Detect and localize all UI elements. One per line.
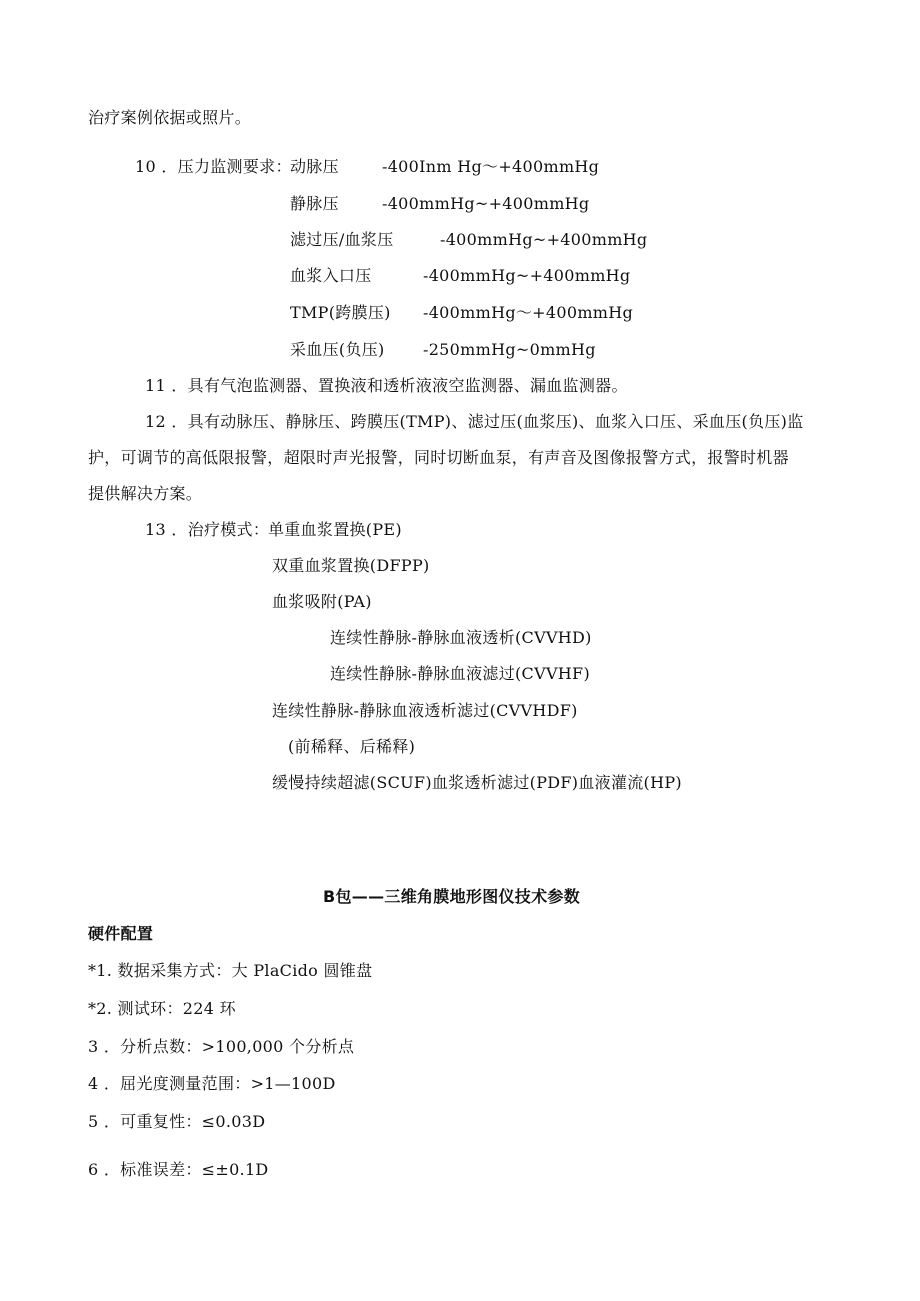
mode-cvvhd: 连续性静脉-静脉血液透析(CVVHD) — [330, 628, 592, 647]
hardware-config-heading: 硬件配置 — [88, 924, 154, 943]
section-b-title: B包——三维角膜地形图仪技术参数 — [323, 887, 580, 906]
item-13-lead: 13 ．治疗模式： — [145, 520, 270, 539]
pressure-range-arterial: -400Inm Hg～+400mmHg — [382, 157, 600, 176]
mode-pe: 单重血浆置换(PE) — [268, 520, 402, 539]
mode-dfpp: 双重血浆置换(DFPP) — [272, 556, 430, 575]
item-12-line-3: 提供解决方案。 — [88, 484, 203, 503]
pressure-range-plasma-inlet: -400mmHg~+400mmHg — [423, 266, 631, 285]
spec-item-4: 4 ．屈光度测量范围：>1—100D — [88, 1074, 336, 1093]
mode-cvvhdf: 连续性静脉-静脉血液透析滤过(CVVHDF) — [272, 701, 578, 720]
spec-item-2: *2. 测试环：224 环 — [88, 999, 236, 1018]
continuation-text: 治疗案例依据或照片。 — [88, 108, 252, 127]
mode-pa: 血浆吸附(PA) — [272, 592, 372, 611]
pressure-range-draw: -250mmHg~0mmHg — [423, 340, 596, 359]
spec-item-3: 3 ．分析点数：>100,000 个分析点 — [88, 1037, 355, 1056]
mode-dilution-note: (前稀释、后稀释) — [288, 737, 416, 756]
item-11: 11 ．具有气泡监测器、置换液和透析液液空监测器、漏血监测器。 — [145, 376, 628, 395]
item-12-line-2: 护，可调节的高低限报警，超限时声光报警，同时切断血泵，有声音及图像报警方式，报警时机器 — [88, 448, 789, 467]
pressure-range-filter: -400mmHg~+400mmHg — [440, 230, 648, 249]
item-10-lead: 10 ．压力监测要求： — [135, 157, 292, 176]
mode-scuf-pdf-hp: 缓慢持续超滤(SCUF)血浆透析滤过(PDF)血液灌流(HP) — [272, 773, 682, 792]
spec-item-6: 6 ．标准误差：≤±0.1D — [88, 1160, 269, 1179]
pressure-range-tmp: -400mmHg～+400mmHg — [423, 303, 634, 322]
pressure-label-draw: 采血压(负压) — [290, 340, 385, 359]
pressure-label-plasma-inlet: 血浆入口压 — [290, 266, 372, 285]
spec-item-5: 5 ．可重复性：≤0.03D — [88, 1112, 266, 1131]
pressure-range-venous: -400mmHg~+400mmHg — [382, 194, 590, 213]
mode-cvvhf: 连续性静脉-静脉血液滤过(CVVHF) — [330, 664, 590, 683]
pressure-label-tmp: TMP(跨膜压) — [290, 303, 391, 322]
pressure-label-filter: 滤过压/血浆压 — [290, 230, 394, 249]
pressure-label-arterial: 动脉压 — [290, 157, 339, 176]
item-12-line-1: 12 ．具有动脉压、静脉压、跨膜压(TMP)、滤过压(血浆压)、血浆入口压、采血压(负压)监 — [145, 412, 804, 431]
pressure-label-venous: 静脉压 — [290, 194, 339, 213]
spec-item-1: *1. 数据采集方式：大 PlaCido 圆锥盘 — [88, 961, 373, 980]
